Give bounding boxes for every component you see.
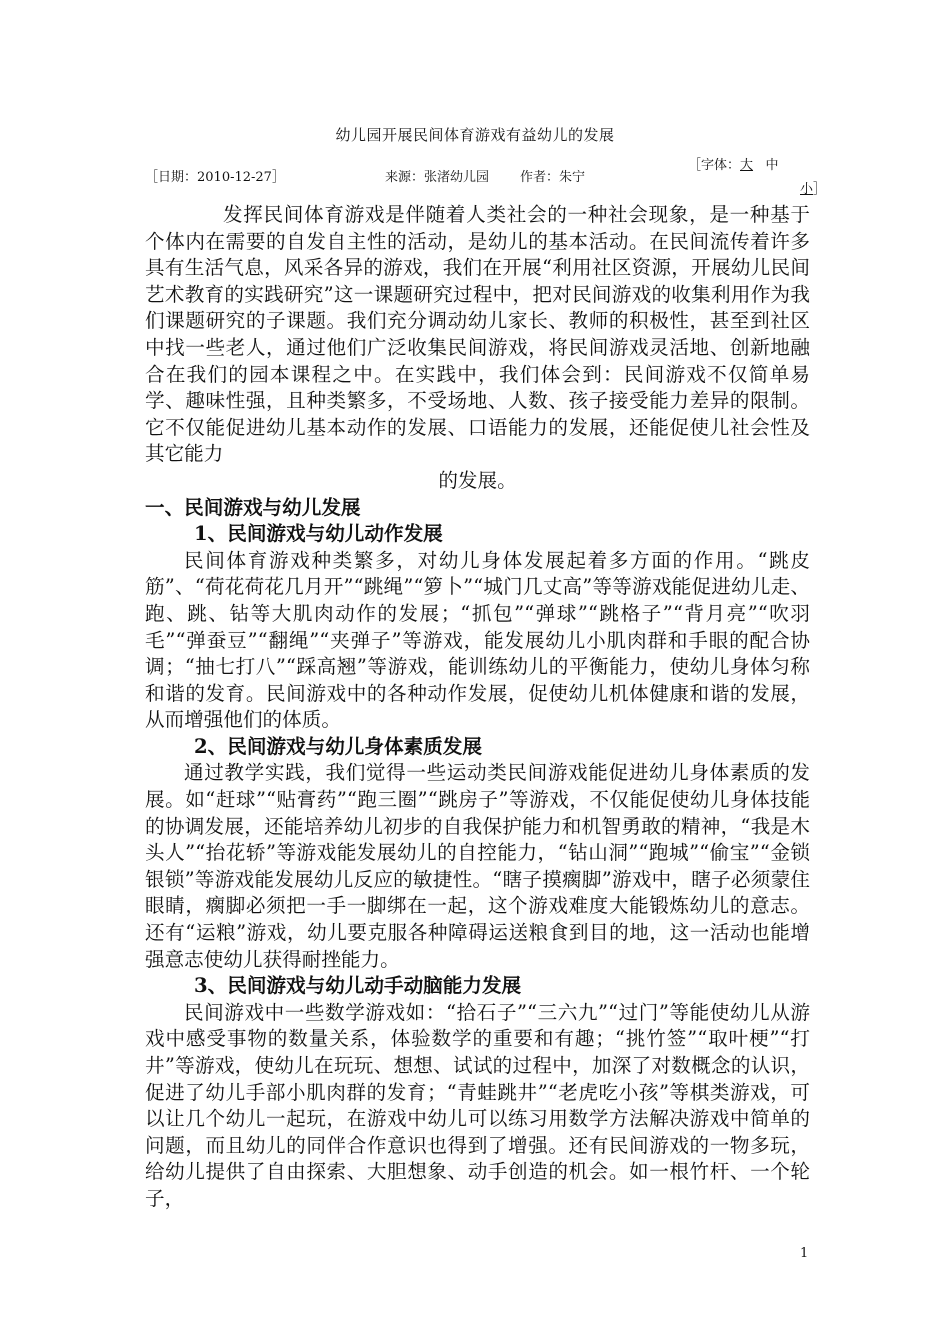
subsection-2-paragraph: 通过教学实践，我们觉得一些运动类民间游戏能促进幼儿身体素质的发展。如“赶球”“贴膏药”“跑三圈”“跳房子”等游戏，不仅能促使幼儿身体技能的协调发展，还能培养幼儿初步的自我保护能力和机智勇敢的精神，“我是木头人”“抬花轿”等游戏能发展幼儿的自控能力，“钻山洞”“跑城”“偷宝”“金锁银锁”等游戏能发展幼儿反应的敏捷性。“瞎子摸瘸脚”游戏中，瞎子必须蒙住眼睛，瘸脚必须把一手一脚绑在一起，这个游戏难度大能锻炼幼儿的意志。还有“运粮”游戏，幼儿要克服各种障碍运送粮食到目的地，这一活动也能增强意志使幼儿获得耐挫能力。 bbox=[145, 761, 810, 971]
font-size-control bbox=[688, 154, 827, 202]
subsection-3-paragraph: 民间游戏中一些数学游戏如：“拾石子”“三六九”“过门”等能使幼儿从游戏中感受事物的数量关系，体验数学的重要和有趣；“挑竹签”“取叶梗”“打井”等游戏，使幼儿在玩玩、想想、试试的过程中，加深了对数概念的认识，促进了幼儿手部小肌肉群的发育；“青蛙跳井”“老虎吃小孩”等棋类游戏，可以让几个幼儿一起玩，在游戏中幼儿可以练习用数学方法解决游戏中简单的问题，而且幼儿的同伴合作意识也得到了增强。还有民间游戏的一物多玩，给幼儿提供了自由探索、大胆想象、动手创造的机会。如一根竹杆、一个轮子， bbox=[145, 1000, 810, 1210]
section-heading-1: 一、民间游戏与幼儿发展 bbox=[145, 495, 361, 519]
page-number: 1 bbox=[800, 1246, 809, 1261]
subsection-heading-3: 3、民间游戏与幼儿动手动脑能力发展 bbox=[194, 974, 522, 998]
font-size-row-2 bbox=[688, 178, 827, 202]
intro-paragraph: 发挥民间体育游戏是伴随着人类社会的一种社会现象，是一种基于个体内在需要的自发自主性的活动，是幼儿的基本活动。在民间流传着许多具有生活气息，风采各异的游戏，我们在开展“利用社区资源，开展幼儿民间艺术教育的实践研究”这一课题研究过程中，把对民间游戏的收集利用作为我们课题研究的子课题。我们充分调动幼儿家长、教师的积极性，甚至到社区中找一些老人，通过他们广泛收集民间游戏，将民间游戏灵活地、创新地融合在我们的园本课程之中。在实践中，我们体会到：民间游戏不仅简单易学、趣味性强，且种类繁多，不受场地、人数、孩子接受能力差异的限制。它不仅能促进幼儿基本动作的发展、口语能力的发展，还能促使儿社会性及其它能力 bbox=[145, 203, 810, 466]
intro-paragraph-tail: 的发展。 bbox=[438, 468, 517, 492]
article-title: 幼儿园开展民间体育游戏有益幼儿的发展 bbox=[335, 126, 615, 144]
font-size-row bbox=[688, 154, 818, 178]
subsection-1-paragraph: 民间体育游戏种类繁多，对幼儿身体发展起着多方面的作用。“跳皮筋”、“荷花荷花几月开”“跳绳”“箩卜”“城门几丈高”等等游戏能促进幼儿走、跑、跳、钻等大肌肉动作的发展；“抓包”“弹球”“跳格子”“背月亮”“吹羽毛”“弹蚕豆”“翻绳”“夹弹子”等游戏，能发展幼儿小肌肉群和手眼的配合协调；“抽七打八”“踩高翘”等游戏，能训练幼儿的平衡能力，使幼儿身体匀称和谐的发育。民间游戏中的各种动作发展，促使幼儿机体健康和谐的发展，从而增强他们的体质。 bbox=[145, 548, 810, 732]
article-body bbox=[145, 202, 810, 1213]
subsection-heading-2: 2、民间游戏与幼儿身体素质发展 bbox=[194, 734, 482, 758]
font-medium-link[interactable]: 中 bbox=[765, 158, 779, 173]
font-size-close: ］ bbox=[813, 182, 827, 197]
font-size-label: ［字体： bbox=[688, 158, 741, 173]
font-large-link[interactable]: 大 bbox=[740, 158, 754, 173]
article-author: 作者：朱宁 bbox=[520, 170, 586, 185]
subsection-heading-1: 1、民间游戏与幼儿动作发展 bbox=[194, 522, 443, 546]
article-source: 来源：张渚幼儿园 bbox=[385, 170, 490, 185]
font-small-link[interactable]: 小 bbox=[800, 182, 814, 197]
publish-date: ［日期：2010-12-27］ bbox=[145, 170, 285, 185]
